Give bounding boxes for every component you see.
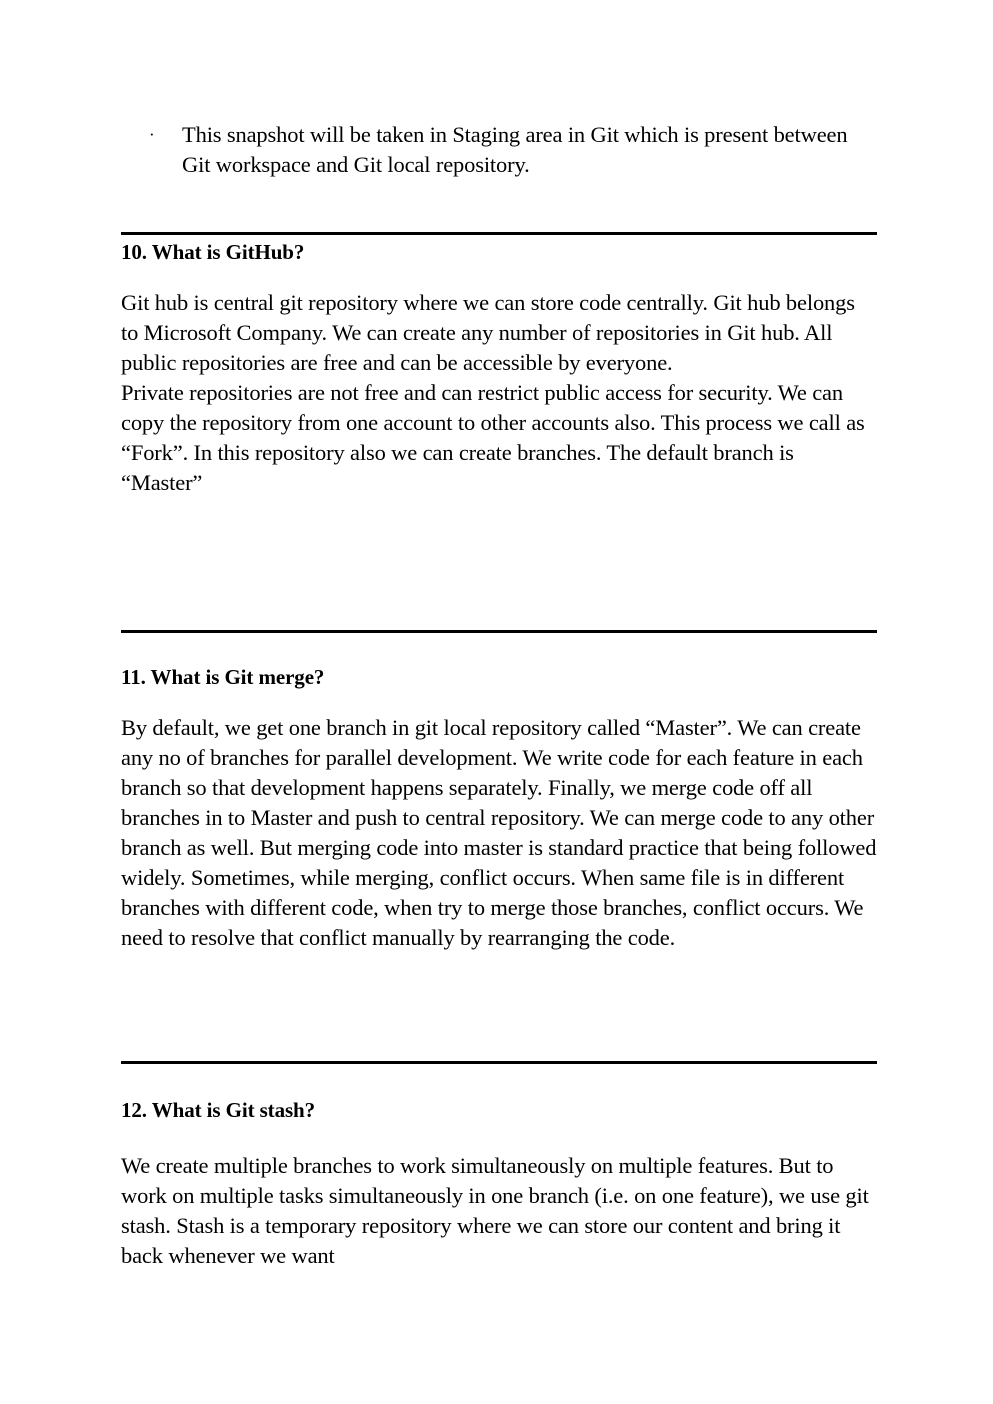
- section-body-github: [121, 288, 877, 498]
- section-divider-11: [121, 630, 877, 633]
- paragraph: By default, we get one branch in git local repository called “Master”. We can create any no of branches for parallel development. We write code for each feature in each branch so that development happens separately. Finally, we merge code off all branches in to Master and push to central repository. We can merge code to any other branch as well. But merging code into master is standard practice that being followed widely. Sometimes, while merging, conflict occurs. When same file is in different branches with different code, when try to merge those branches, conflict occurs. We need to resolve that conflict manually by rearranging the code.: [121, 715, 877, 950]
- section-divider-10: [121, 232, 877, 235]
- bullet-point-icon: ·: [149, 125, 155, 144]
- section-heading-git-stash: 12. What is Git stash?: [121, 1098, 316, 1122]
- section-heading-git-merge: 11. What is Git merge?: [121, 665, 325, 689]
- list-item-text: This snapshot will be taken in Staging area in Git which is present between Git workspace and Git local repository.: [182, 122, 848, 177]
- section-body-git-merge: [121, 713, 877, 953]
- section-divider-12: [121, 1061, 877, 1064]
- paragraph: Private repositories are not free and can restrict public access for security. We can copy the repository from one account to other accounts also. This process we call as “Fork”. In this repository also we can create branches. The default branch is “Master”: [121, 380, 865, 495]
- paragraph: Git hub is central git repository where we can store code centrally. Git hub belongs to Microsoft Company. We can create any number of repositories in Git hub. All public repositories are free and can be accessible by everyone.: [121, 290, 855, 375]
- intro-bullet-list: [121, 120, 877, 180]
- section-heading-github: 10. What is GitHub?: [121, 240, 305, 264]
- section-body-git-stash: [121, 1151, 877, 1271]
- list-item: [121, 120, 877, 180]
- paragraph: We create multiple branches to work simultaneously on multiple features. But to work on multiple tasks simultaneously in one branch (i.e. on one feature), we use git stash. Stash is a temporary repository where we can store our content and bring it back whenever we want: [121, 1153, 869, 1268]
